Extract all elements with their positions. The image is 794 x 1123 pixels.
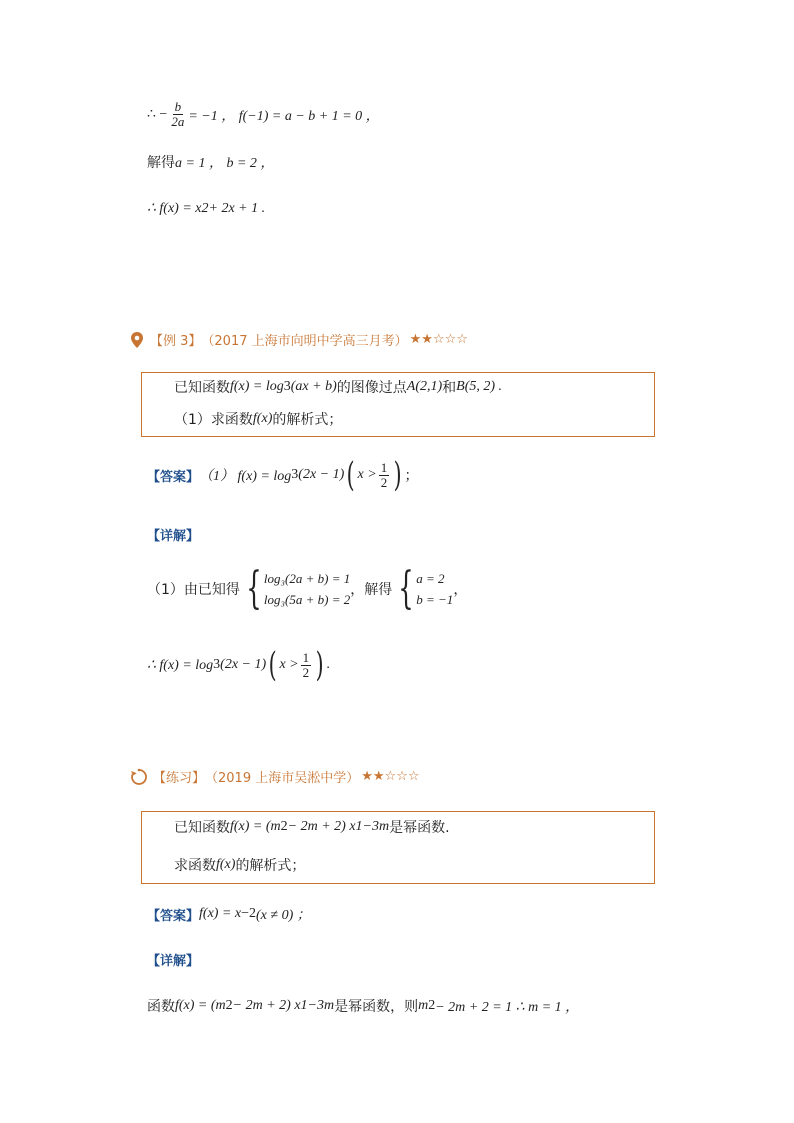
fraction-b-over-2a <box>169 100 186 129</box>
detail-equation: − 2m + 2 = 1 ∴ m = 1 ， <box>435 1000 580 1015</box>
fraction-denominator: 2 <box>380 474 388 490</box>
problem-line-2 <box>174 855 305 875</box>
right-paren: ) <box>315 645 324 685</box>
solution-line-2 <box>147 152 274 172</box>
detail-text-2: ，解得 <box>350 582 393 598</box>
example-3-conclusion: ∴ f(x) = log 3 (2x − 1) ( x > $\frac{1}{2}$ ) . <box>147 645 330 685</box>
system-row-2: log₃(5a + b) = 2 <box>263 592 351 607</box>
problem-text-and: 和 <box>442 380 457 396</box>
conclusion-function: ∴ f(x) = log <box>147 657 214 673</box>
problem-line-2 <box>174 409 342 429</box>
system-rows <box>264 568 350 610</box>
conclusion-argument: (2x − 1) <box>220 657 267 672</box>
problem-text-2: 是幂函数. <box>389 820 450 836</box>
left-paren: ( <box>268 645 277 685</box>
domain-condition: x > <box>357 467 377 482</box>
detail-text: 函数 <box>147 999 175 1015</box>
fraction-numerator: 1 <box>302 649 310 665</box>
detail-var: m <box>418 998 429 1013</box>
problem-text: 已知函数 <box>174 380 230 396</box>
function-def: f(x) = (m <box>230 819 281 834</box>
example-3-header <box>130 330 468 349</box>
question-function: f(x) <box>216 857 236 872</box>
fraction-one-half <box>379 461 390 490</box>
question-text-2: 的解析式； <box>272 412 343 428</box>
system-rows <box>416 568 453 610</box>
left-brace: { <box>398 563 414 614</box>
answer-tag: 【答案】 <box>147 469 200 485</box>
problem-text-2: 的图像过点 <box>336 380 407 396</box>
solution-line-1 <box>147 100 380 129</box>
answer-end: ； <box>404 469 419 484</box>
example-3-detail-tag <box>147 525 199 544</box>
example-label: 【例 3】 <box>150 334 202 349</box>
function-def: f(x) = log <box>230 379 284 394</box>
answer-argument: (2x − 1) <box>298 467 345 482</box>
practice-detail-line: 函数 f(x) = (m 2 − 2m + 2) x 1−3m 是幂函数，则 m 2 − 2m + 2 = 1 ∴ m = 1 ， <box>147 998 580 1015</box>
example-3-detail-line <box>147 563 468 614</box>
solve-label: 解得 <box>147 155 175 171</box>
detail-text-2: 是幂函数，则 <box>334 999 419 1015</box>
system-row-1: log₃(2a + b) = 1 <box>263 571 351 586</box>
question-text: 求函数 <box>174 858 216 874</box>
question-text: （1）求函数 <box>174 412 253 428</box>
point-b: B(5, 2) . <box>456 379 503 394</box>
difficulty-stars: ★★☆☆☆ <box>409 332 468 347</box>
practice-header <box>130 767 420 786</box>
left-brace: { <box>246 563 262 614</box>
fraction-numerator: b <box>174 99 182 114</box>
detail-function-2: − 2m + 2) x <box>232 998 301 1013</box>
practice-label: 【练习】 <box>153 771 206 786</box>
detail-text: （1）由已知得 <box>147 582 240 598</box>
difficulty-stars: ★★☆☆☆ <box>361 769 420 784</box>
therefore-minus: ∴ − <box>147 107 168 122</box>
problem-line-1: 已知函数 f(x) = log 3 (ax + b) 的图像过点 A(2,1) 和 B(5, 2) . <box>174 379 503 396</box>
result-function: ∴ f(x) = x <box>147 201 202 216</box>
fraction-numerator: 1 <box>380 459 388 475</box>
answer-function: f(x) = x <box>199 906 242 921</box>
equation-system-1 <box>240 563 351 614</box>
example-source: （2017 上海市向明中学高三月考） <box>201 334 408 349</box>
system-row-1: a = 2 <box>416 571 445 586</box>
fraction-denominator: 2 <box>302 664 310 680</box>
refresh-icon <box>130 768 148 786</box>
conclusion-end: . <box>326 657 330 672</box>
fraction-denominator: 2a <box>171 114 185 129</box>
right-paren: ) <box>393 455 402 495</box>
example-3-answer: 【答案】 （1） f(x) = log 3 (2x − 1) ( x > $\frac{1}{2}$ ) ； <box>147 455 419 495</box>
practice-problem-box <box>141 811 655 884</box>
question-text-2: 的解析式； <box>235 858 306 874</box>
solution-line-3: ∴ f(x) = x 2 + 2x + 1 . <box>147 200 266 216</box>
example-3-problem-box <box>141 372 655 437</box>
domain-condition: x > <box>279 657 299 672</box>
fraction-one-half <box>301 651 312 680</box>
answer-condition: (x ≠ 0) ； <box>256 908 311 923</box>
problem-line-1: 已知函数 f(x) = (m 2 − 2m + 2) x 1−3m 是幂函数. <box>174 819 450 836</box>
answer-function: （1） f(x) = log <box>199 469 292 484</box>
system-row-2: b = −1 <box>416 592 454 607</box>
point-a: A(2,1) <box>406 379 443 394</box>
equation-system-2 <box>392 563 454 614</box>
practice-detail-tag <box>147 950 199 969</box>
left-paren: ( <box>346 455 355 495</box>
practice-source: （2019 上海市吴淞中学） <box>205 771 360 786</box>
question-function: f(x) <box>252 411 273 426</box>
solution-line-1-rest: = −1 ， f(−1) = a − b + 1 = 0 ， <box>188 108 380 124</box>
detail-end: ， <box>453 583 468 598</box>
function-def-2: − 2m + 2) x <box>287 819 356 834</box>
practice-answer: 【答案】 f(x) = x −2 (x ≠ 0) ； <box>147 906 311 924</box>
problem-text: 已知函数 <box>174 820 230 836</box>
solution-values: a = 1 ， b = 2 ， <box>175 156 275 171</box>
detail-tag: 【详解】 <box>147 954 200 969</box>
log-argument: (ax + b) <box>290 379 337 394</box>
map-pin-icon <box>130 331 144 349</box>
result-tail: + 2x + 1 . <box>208 200 266 216</box>
detail-tag: 【详解】 <box>147 529 200 544</box>
detail-function: f(x) = (m <box>175 998 226 1013</box>
answer-tag: 【答案】 <box>147 908 200 924</box>
